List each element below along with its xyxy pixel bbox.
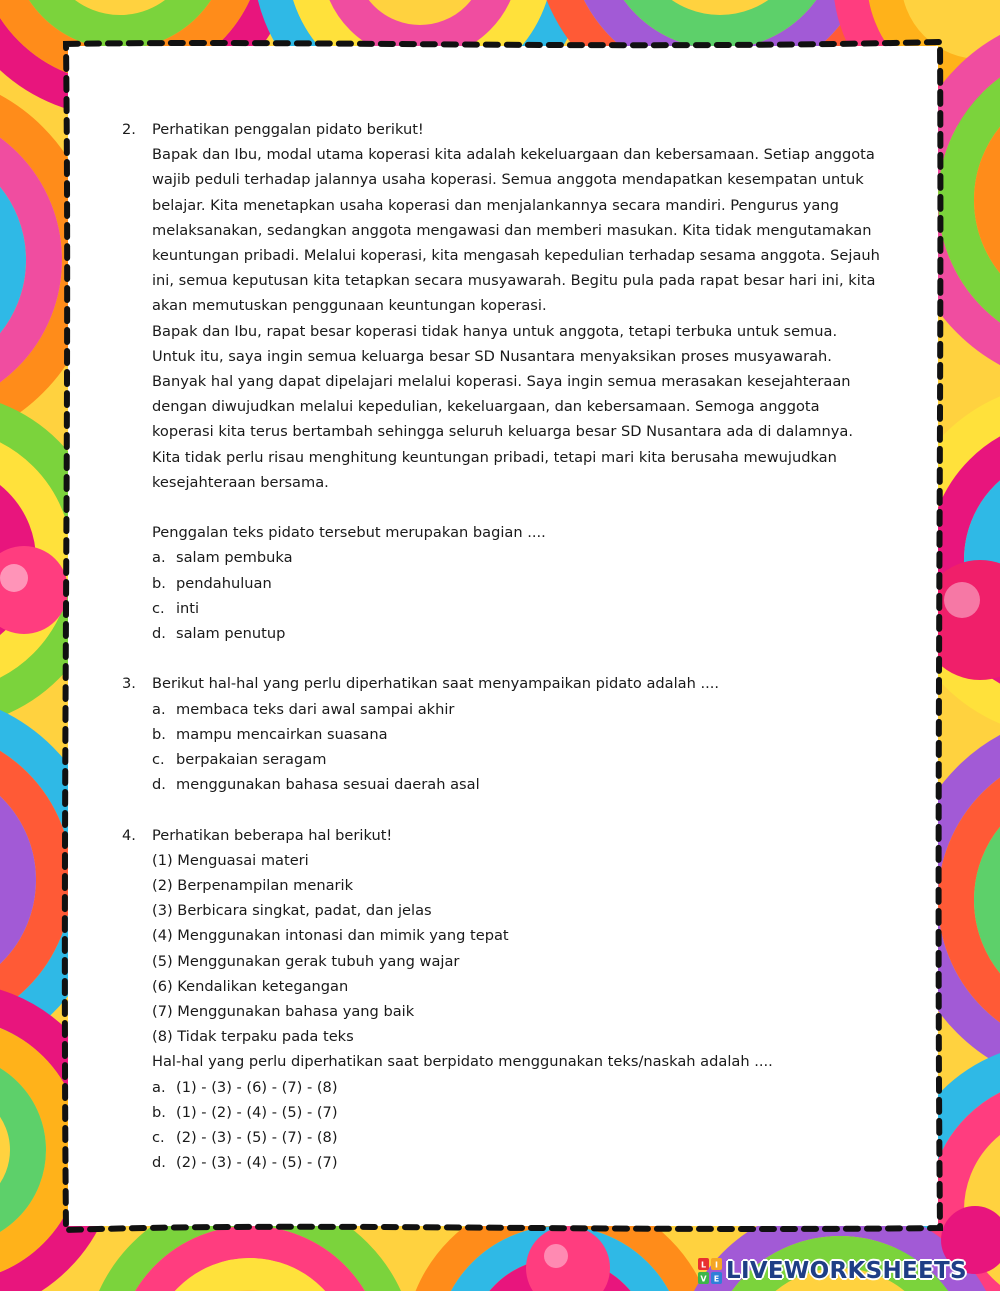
option-letter: d. (152, 776, 166, 794)
answer-option[interactable] (152, 1150, 882, 1175)
option-text: salam penutup (176, 625, 286, 643)
answer-option[interactable] (152, 545, 882, 570)
list-item: (6) Kendalikan ketegangan (152, 977, 349, 995)
option-text: (1) - (2) - (4) - (5) - (7) (176, 1103, 338, 1121)
list-item: (4) Menggunakan intonasi dan mimik yang tepat (152, 927, 509, 945)
list-item: (2) Berpenampilan menarik (152, 877, 354, 895)
question-4 (122, 823, 882, 1176)
option-text: mampu mencairkan suasana (176, 725, 388, 743)
logo-icon-letter: I (715, 1260, 718, 1270)
list-item: (7) Menggunakan bahasa yang baik (152, 1003, 415, 1021)
option-letter: b. (152, 725, 166, 743)
question-prompt: Berikut hal-hal yang perlu diperhatikan saat menyampaikan pidato adalah .... (152, 675, 720, 693)
option-letter: a. (152, 549, 166, 567)
speech-paragraph: Bapak dan Ibu, rapat besar koperasi tidak hanya untuk anggota, tetapi terbuka untuk semua. Untuk itu, saya ingin semua keluarga besar SD Nusantara menyaksikan proses musyawarah. Banyak hal yang dapat dipelajari melalui koperasi. Saya ingin semua merasakan kesejahteraan dengan diwujudkan melalui kepedulian, kekeluargaan, dan kebersamaan. Semoga anggota koperasi kita terus bertambah sehingga seluruh keluarga besar SD Nusantara ada di dalamnya. Kita tidak perlu risau menghitung keuntungan pribadi, tetapi mari kita berusaha mewujudkan kesejahteraan bersama. (152, 322, 853, 491)
option-text: (2) - (3) - (5) - (7) - (8) (176, 1129, 338, 1147)
live-blocks-icon (698, 1258, 722, 1284)
answer-option[interactable] (152, 697, 882, 722)
option-text: pendahuluan (176, 574, 272, 592)
answer-option[interactable] (152, 772, 882, 797)
list-item: (1) Menguasai materi (152, 851, 309, 869)
option-text: membaca teks dari awal sampai akhir (176, 700, 455, 718)
logo-text: LIVEWORKSHEETS (726, 1258, 967, 1284)
logo-icon-letter: L (700, 1260, 707, 1270)
option-text: menggunakan bahasa sesuai daerah asal (176, 776, 480, 794)
question-2 (122, 117, 882, 545)
logo-icon-letter: V (700, 1274, 707, 1284)
answer-option[interactable] (152, 596, 882, 621)
liveworksheets-logo[interactable] (698, 1256, 967, 1286)
question-prompt: Perhatikan beberapa hal berikut! (152, 826, 393, 844)
answer-options (122, 545, 882, 646)
option-letter: d. (152, 625, 166, 643)
answer-option[interactable] (152, 571, 882, 596)
question-text: Penggalan teks pidato tersebut merupakan bagian .... (152, 524, 546, 542)
option-text: salam pembuka (176, 549, 293, 567)
option-text: (1) - (3) - (6) - (7) - (8) (176, 1078, 338, 1096)
option-letter: b. (152, 574, 166, 592)
option-letter: c. (152, 1129, 165, 1147)
answer-option[interactable] (152, 747, 882, 772)
answer-option[interactable] (152, 1125, 882, 1150)
option-letter: a. (152, 1078, 166, 1096)
answer-option[interactable] (152, 722, 882, 747)
list-item: (8) Tidak terpaku pada teks (152, 1028, 354, 1046)
question-3 (122, 671, 882, 797)
option-letter: b. (152, 1103, 166, 1121)
speech-paragraph: Bapak dan Ibu, modal utama koperasi kita adalah kekeluargaan dan kebersamaan. Setiap anggota wajib peduli terhadap jalannya usaha koperasi. Semua anggota mendapatkan kesempatan untuk belajar. Kita menetapkan usaha koperasi dan menjalankannya secara mandiri. Pengurus yang melaksanakan, sedangkan anggota mengawasi dan memberi masukan. Kita tidak mengutamakan keuntungan pribadi. Melalui koperasi, kita mengasah kepedulian terhadap sesama anggota. Sejauh ini, semua keputusan kita tetapkan secara musyawarah. Begitu pula pada rapat besar hari ini, kita akan memutuskan penggunaan keuntungan koperasi. (152, 146, 880, 315)
list-item: (3) Berbicara singkat, padat, dan jelas (152, 902, 432, 920)
option-text: inti (176, 599, 200, 617)
question-number: 2. (122, 121, 136, 138)
logo-icon-letter: E (713, 1274, 720, 1284)
option-letter: c. (152, 751, 165, 769)
question-text: Hal-hal yang perlu diperhatikan saat berpidato menggunakan teks/naskah adalah .... (152, 1053, 773, 1071)
answer-option[interactable] (152, 1100, 882, 1125)
worksheet-content (122, 117, 882, 1175)
question-number: 4. (122, 826, 136, 844)
list-item: (5) Menggunakan gerak tubuh yang wajar (152, 952, 460, 970)
option-text: (2) - (3) - (4) - (5) - (7) (176, 1154, 338, 1172)
answer-option[interactable] (152, 1075, 882, 1100)
option-letter: d. (152, 1154, 166, 1172)
option-text: berpakaian seragam (176, 751, 327, 769)
question-prompt: Perhatikan penggalan pidato berikut! (152, 121, 424, 138)
question-number: 3. (122, 675, 136, 693)
answer-option[interactable] (152, 621, 882, 646)
option-letter: a. (152, 700, 166, 718)
option-letter: c. (152, 599, 165, 617)
